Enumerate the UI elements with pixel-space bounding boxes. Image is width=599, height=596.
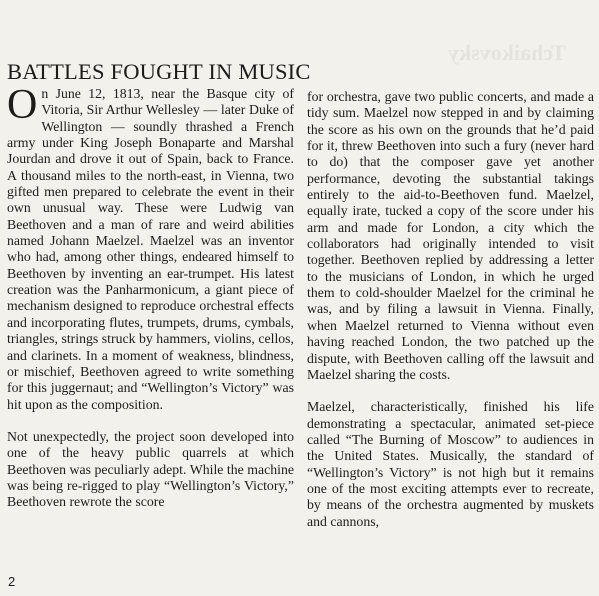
left-paragraph-2: Not unexpectedly, the project soon developed into one of the heavy public quarrels at which Beethoven was peculiarly adept. While the machine was being re-rigged to play “Wellington’s Victory,” Beethoven rewrote the score xyxy=(7,428,294,510)
page-number: 2 xyxy=(8,574,16,589)
left-column xyxy=(7,82,294,511)
left-paragraph-1 xyxy=(7,82,294,413)
article-title: BATTLES FOUGHT IN MUSIC xyxy=(7,59,311,84)
left-paragraph-1-text: n June 12, 1813, near the Basque city of Vitoria, Sir Arthur Wellesley — later Duke of Wellington — soundly thrashed a French army under King Joseph Bonaparte and Marshal Jourdan and drove it out of Spain, back to France. A thousand miles to the north-east, in Vienna, two gifted men prepared to celebrate the event in their own unusual way. These were Ludwig van Beethoven and a man of rare and weird abilities named Johann Maelzel. Maelzel was an inventor who had, among other things, endeared himself to Beethoven by inventing an ear-trumpet. His latest creation was the Panharmonicum, a giant piece of mechanism designed to reproduce orchestral effects and incorporating flutes, trumpets, drums, cymbals, triangles, strings struck by hammers, violins, cellos, and clarinets. In a moment of weakness, blindness, or mischief, Beethoven agreed to write something for this juggernaut; and “Wellington’s Victory” was hit upon as the composition. xyxy=(7,86,294,412)
show-through-text: Tchaikovsky xyxy=(448,40,566,65)
right-column xyxy=(307,89,594,530)
right-paragraph-2: Maelzel, characteristically, finished his life demonstrating a spectacular, animated set-piece called “The Burning of Moscow” to audiences in the United States. Musically, the standard of “Wellington’s Victory” is not high but it remains one of the most exciting attempts ever to recreate, by means of the orchestra augmented by muskets and cannons, xyxy=(307,399,594,529)
right-paragraph-1: for orchestra, gave two public concerts, and made a tidy sum. Maelzel now stepped in and by claiming the score as his own on the grounds that he’d paid for it, threw Beethoven into such a fury (never hard to do) that the composer gave yet another performance, devoting the substantial takings entirely to the aid-to-Beethoven fund. Maelzel, equally irate, tucked a copy of the score under his arm and made for London, a city which the collaborators had originally intended to visit together. Beethoven replied by addressing a letter to the musicians of London, in which he urged them to cold-shoulder Maelzel for the criminal he was, and by filing a lawsuit in Vienna. Finally, when Maelzel returned to Vienna without even having reached London, the two patched up the dispute, with Beethoven calling off the lawsuit and Maelzel sharing the costs. xyxy=(307,89,594,382)
drop-cap: O xyxy=(7,82,38,128)
